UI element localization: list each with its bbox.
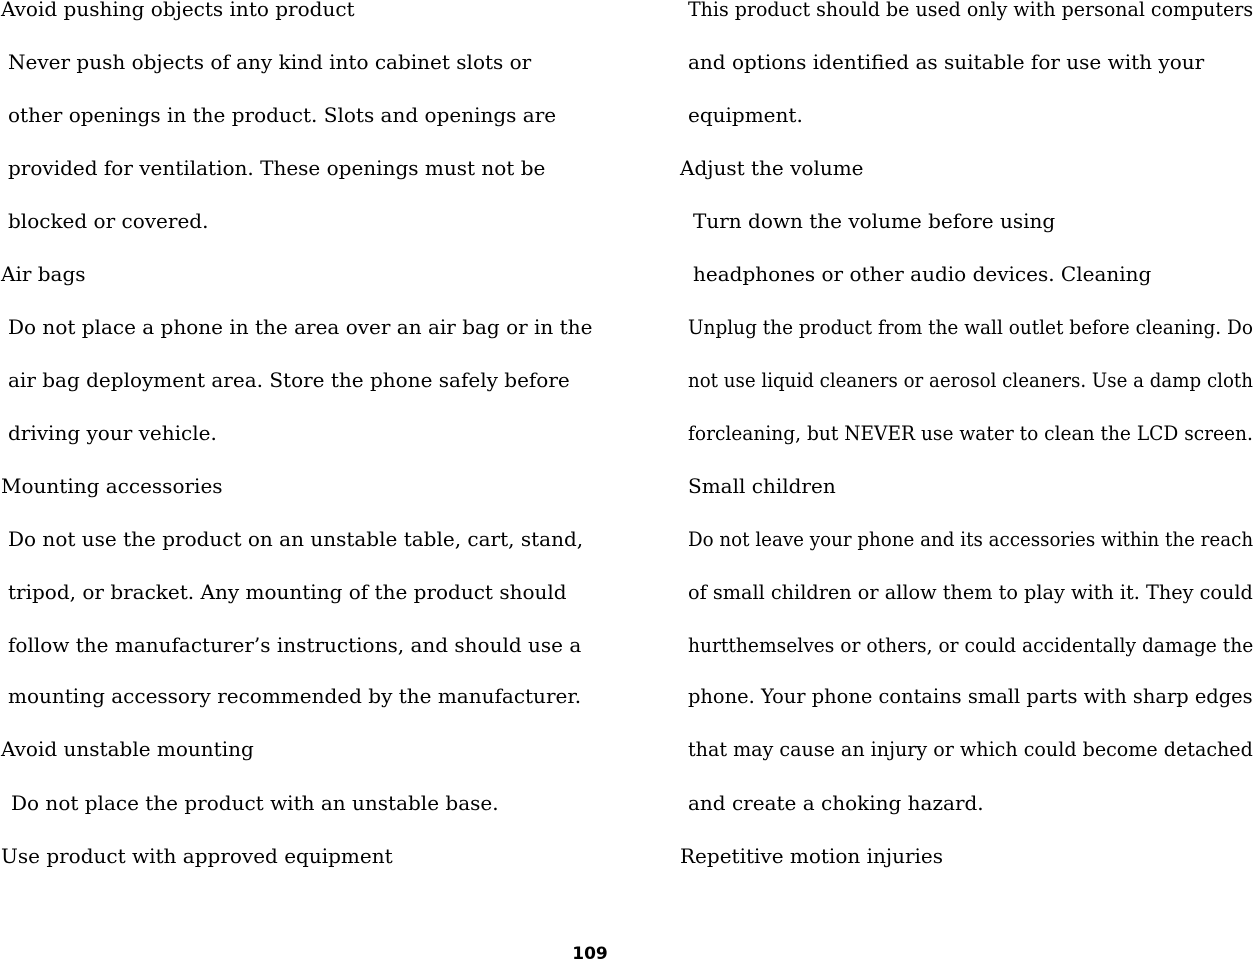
body-line: Do not use the product on an unstable table, cart, stand, [8,527,584,551]
body-line: equipment. [688,103,803,127]
heading-adjust-volume: Adjust the volume [680,156,864,180]
body-line: blocked or covered. [8,209,209,233]
body-line: mounting accessory recommended by the manufacturer. [8,684,582,708]
body-line: headphones or other audio devices. Cleaning [693,262,1152,286]
body-line: of small children or allow them to play with it. They could [688,580,1253,604]
body-line: air bag deployment area. Store the phone safely before [8,368,570,392]
heading-avoid-pushing-objects: Avoid pushing objects into product [1,0,355,21]
body-line: driving your vehicle. [8,421,217,445]
body-line: Do not place the product with an unstable base. [11,791,499,815]
body-line: hurtthemselves or others, or could accidentally damage the [688,633,1254,657]
body-line: Turn down the volume before using [693,209,1056,233]
body-line: Do not leave your phone and its accessories within the reach [688,527,1254,551]
body-line: This product should be used only with personal computers [688,0,1254,21]
body-line: forcleaning, but NEVER use water to clean the LCD screen. [688,421,1253,445]
body-line: other openings in the product. Slots and openings are [8,103,557,127]
heading-use-approved-equipment: Use product with approved equipment [1,844,393,868]
body-line: Never push objects of any kind into cabinet slots or [8,50,532,74]
body-line: Do not place a phone in the area over an air bag or in the [8,315,593,339]
heading-small-children: Small children [688,474,836,498]
heading-mounting-accessories: Mounting accessories [1,474,223,498]
heading-repetitive-motion-injuries: Repetitive motion injuries [680,844,944,868]
body-line: follow the manufacturer’s instructions, and should use a [8,633,582,657]
heading-air-bags: Air bags [1,262,86,286]
body-line: Unplug the product from the wall outlet before cleaning. Do [688,315,1253,339]
page-number: 109 [572,944,608,964]
body-line: that may cause an injury or which could become detached [688,737,1253,761]
heading-avoid-unstable-mounting: Avoid unstable mounting [1,737,254,761]
body-line: and create a choking hazard. [688,791,984,815]
body-line: provided for ventilation. These openings must not be [8,156,546,180]
body-line: phone. Your phone contains small parts with sharp edges [688,684,1253,708]
body-line: not use liquid cleaners or aerosol cleaners. Use a damp cloth [688,368,1253,392]
body-line: tripod, or bracket. Any mounting of the product should [8,580,567,604]
body-line: and options identified as suitable for use with your [688,50,1205,74]
